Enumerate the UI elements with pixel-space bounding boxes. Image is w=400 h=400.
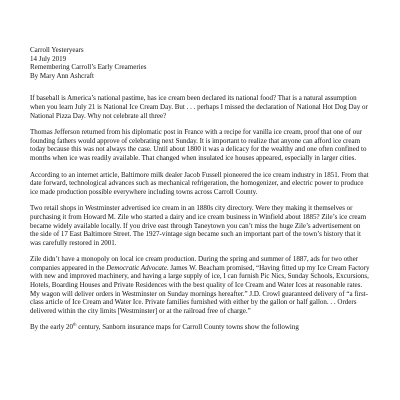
article-page — [30, 46, 370, 340]
paragraph-sanborn — [30, 323, 370, 332]
paragraph-text: By the early 20 — [30, 323, 73, 332]
ordinal-suffix: th — [72, 322, 77, 328]
paragraph-zile-competitors — [30, 255, 370, 315]
paragraph-fussell: According to an internet article, Baltimore milk dealer Jacob Fussell pioneered the ice cream industry in 1851. From that date forward, technological advances such as mechanical refrigeration, the homogenizer, and electric power to produce ice made production possible everywhere including towns across Carroll County. — [30, 170, 369, 196]
article-header — [30, 46, 370, 80]
paragraph-retail-shops: Two retail shops in Westminster advertised ice cream in an 1880s city directory. Were they making it themselves or purchasing it from Howard M. Zile who started a dairy and ice cream business in Winfield about 1885? Zile’s ice cream became widely available locally. If you drive east through Taneytown you can’t miss the huge Zile’s advertisement on the side of 17 East Baltimore Street. The 1927-vintage sign became such an important part of the town’s history that it was carefully restored in 2001. — [30, 204, 367, 247]
article-date: 14 July 2019 — [30, 54, 67, 63]
article-title: Remembering Carroll’s Early Creameries — [30, 63, 147, 72]
paragraph-text: century, Sanborn insurance maps for Carroll County towns show the following — [76, 323, 299, 332]
publication-name: Carroll Yesteryears — [30, 46, 84, 54]
paragraph-text: Zile didn’t have a monopoly on local ice cream production. During the spring and summer of 1887, ads for two other companies appeared in the — [30, 255, 359, 272]
article-byline: By Mary Ann Ashcraft — [30, 71, 94, 80]
newspaper-name: Democratic Advocate — [106, 263, 167, 272]
paragraph-jefferson: Thomas Jefferson returned from his diplomatic post in France with a recipe for vanilla ice cream, proof that one of our founding fathers would approve of celebrating next Sunday. It is important to realize that anyone can afford ice cream today because this was not always the case. Until about 1800 it was a delicacy for the wealthy and one often confined to months when ice was readily available. That changed when insulated ice houses appeared, especially in larger cities. — [30, 128, 367, 162]
paragraph-text: . James W. Beacham promised, “Having fitted up my Ice Cream Factory with new and improved machinery, and having a large supply of ice, I can furnish Pic Nics, Sunday Schools, Excursions, Hotels, Boarding Houses and Private Residences with the best quality of Ice Cream and Water Ices at reasonable rates. My wagon will deliver orders in Westminster on Sunday mornings hereafter.” J.D. Crowl guaranteed delivery of “a first-class article of Ice Cream and Water Ice. Private families furnished with either by the gallon or half gallon. . . Orders delivered within the city limits [Westminster] or at the railroad free of charge.” — [30, 263, 370, 315]
paragraph-intro: If baseball is America’s national pastime, has ice cream been declared its national food? That is a natural assumption when you learn July 21 is National Ice Cream Day. But . . . perhaps I missed the declaration of National Hot Dog Day or National Pizza Day. Why not celebrate all three? — [30, 94, 368, 120]
